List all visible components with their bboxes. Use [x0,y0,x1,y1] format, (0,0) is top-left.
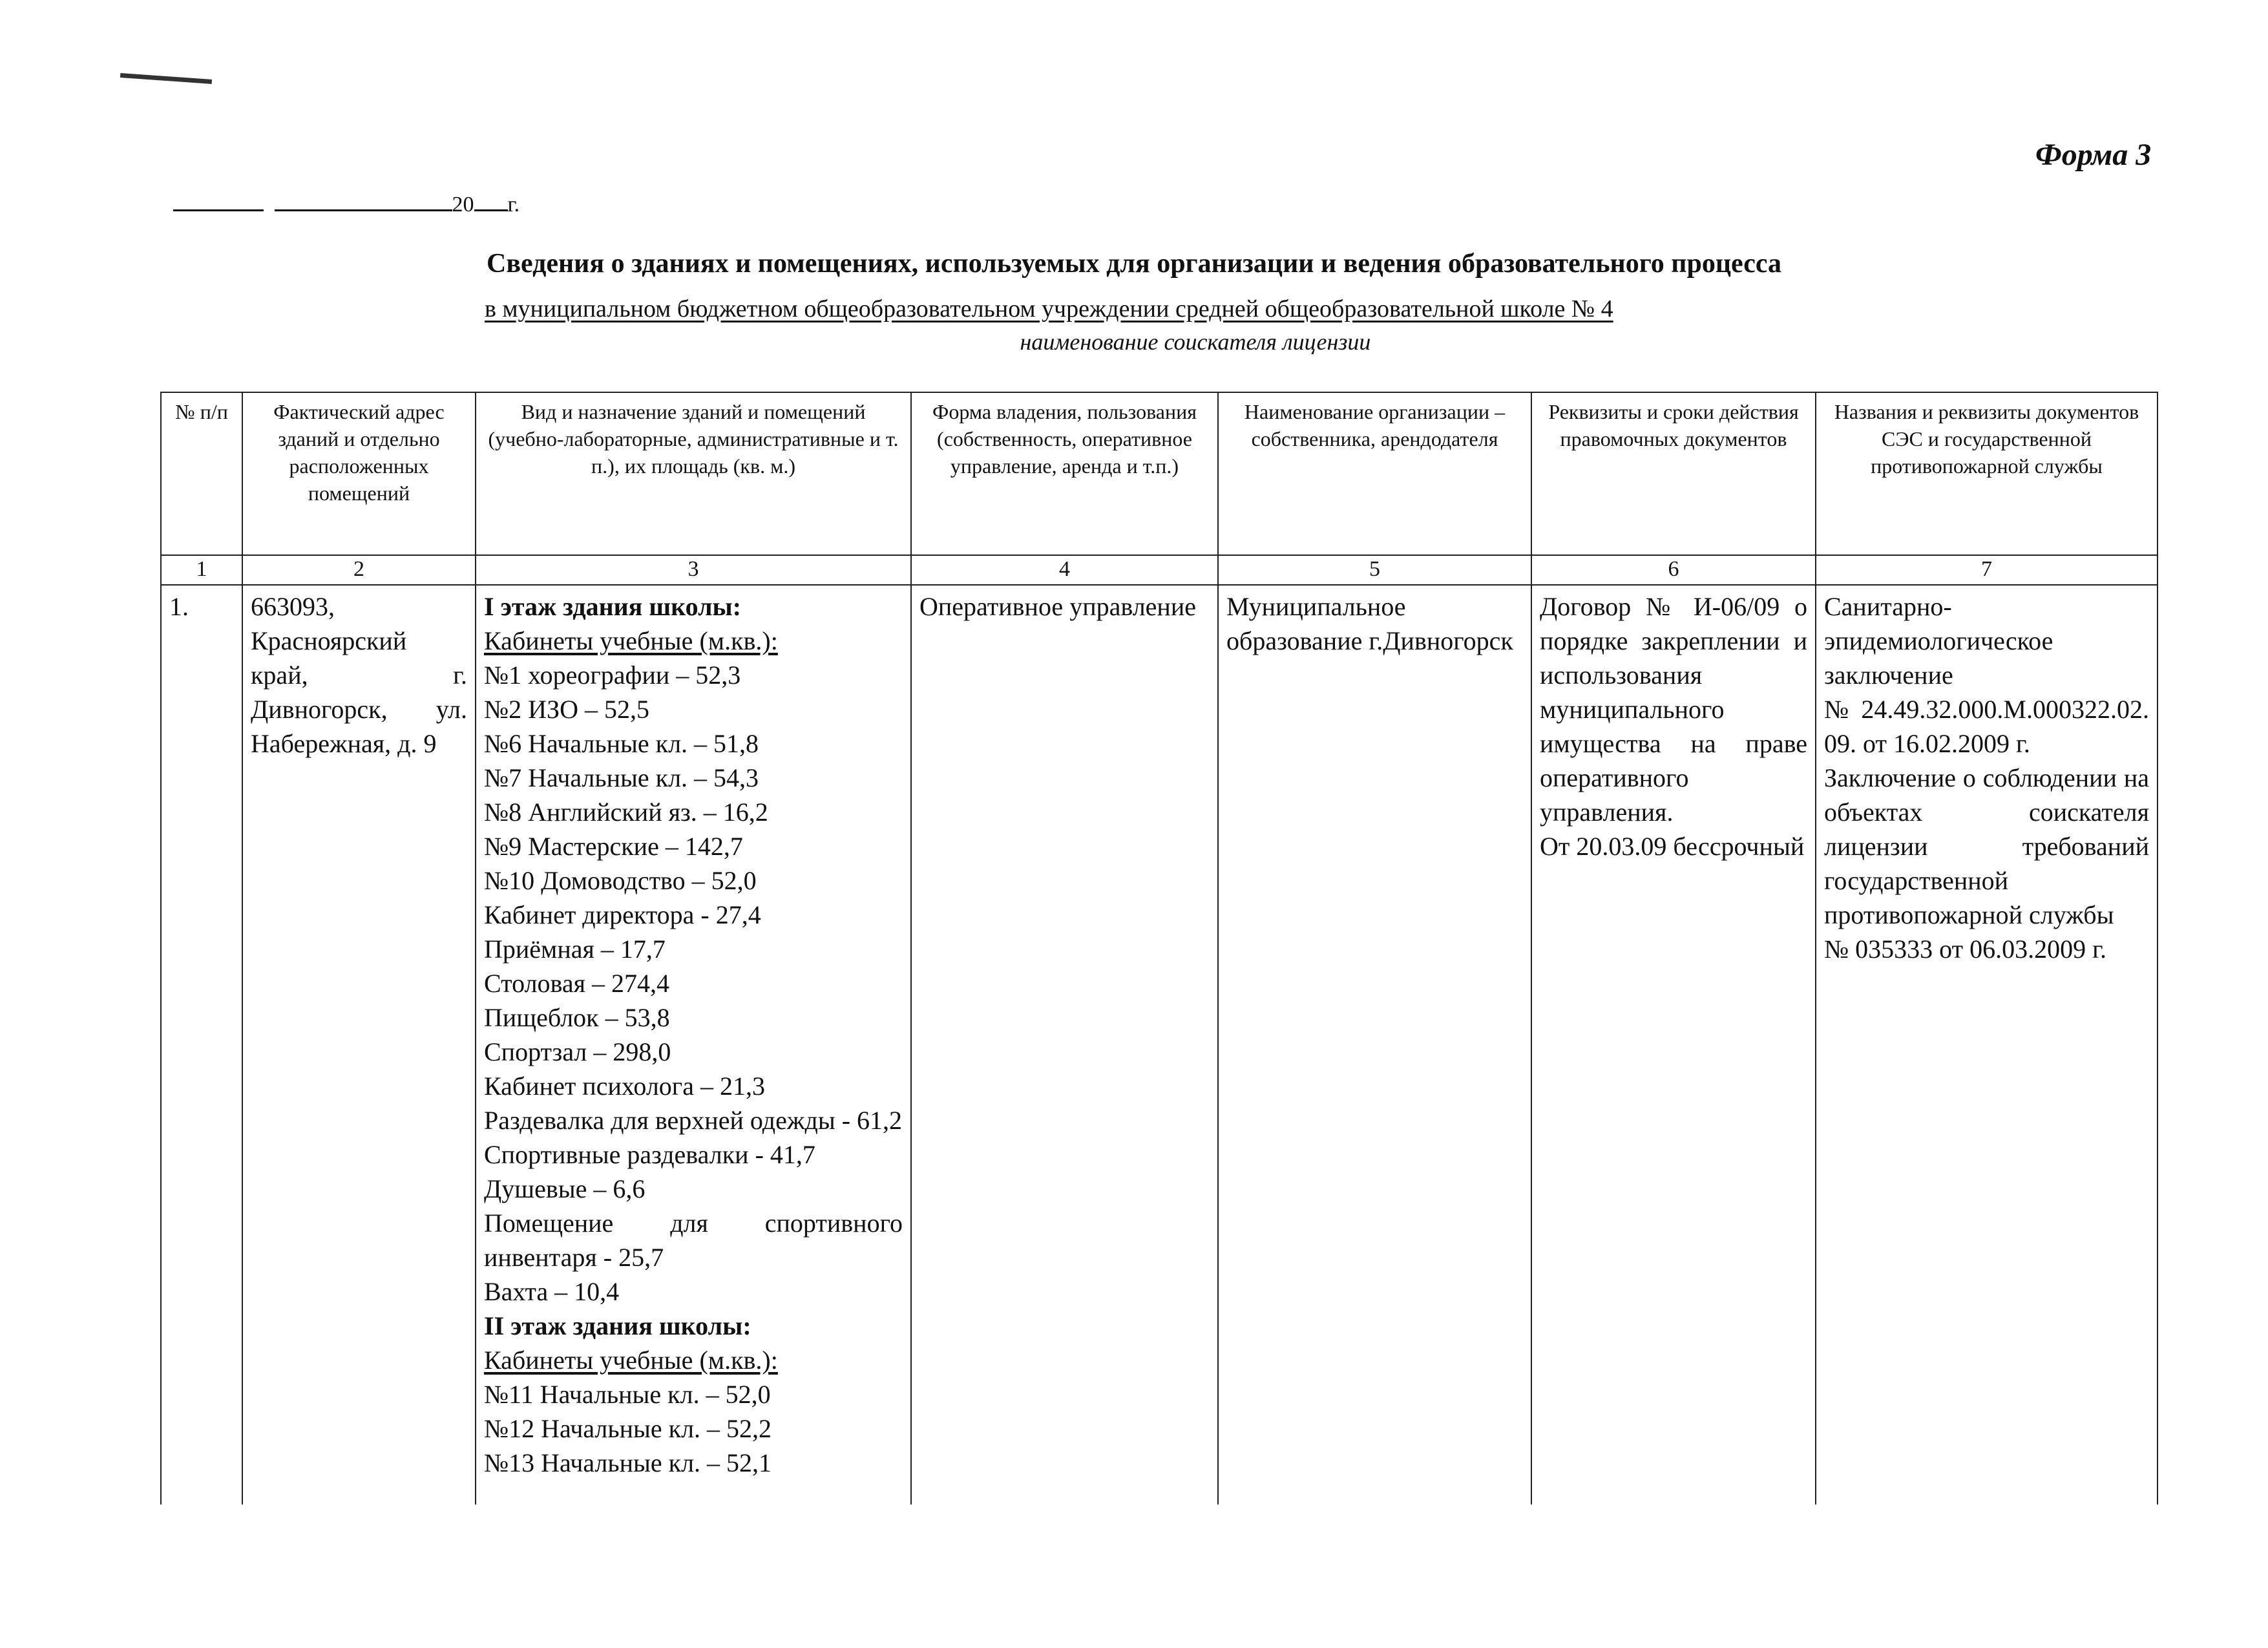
organization-caption: наименование соискателя лицензии [1020,329,1371,355]
premises-item: Душевые – 6,6 [484,1174,646,1203]
fire-conclusion-number: № 035333 от 06.03.2009 г. [1824,935,2107,964]
documents-date: От 20.03.09 бессрочный [1540,832,1805,861]
floor2-subtitle: Кабинеты учебные (м.кв.): [484,1346,778,1375]
header-cell: Фактический адрес зданий и отдельно расположенных помещений [242,392,476,555]
row-number: 1. [161,585,242,1505]
premises-item: №9 Мастерские – 142,7 [484,832,743,861]
premises-item: Вахта – 10,4 [484,1277,620,1306]
page-title: Сведения о зданиях и помещениях, используемых для организации и ведения образовательного процесса [486,249,1781,279]
form-label: Форма 3 [2035,138,2152,172]
column-number: 6 [1531,555,1816,585]
header-cell: Форма владения, пользования (собственность, оперативное управление, аренда и т.п.) [911,392,1218,555]
date-year-prefix: 20 [452,193,474,217]
premises-item: №12 Начальные кл. – 52,2 [484,1414,772,1443]
owner-cell: Муниципальное образование г.Дивногорск [1218,585,1531,1505]
header-row [161,392,2158,555]
table-row [161,585,2158,1505]
premises-item: Спортивные раздевалки - 41,7 [484,1140,815,1169]
premises-item: Помещение для спортивного инвентаря - 25,7 [484,1209,903,1272]
premises-item: №1 хореографии – 52,3 [484,660,741,690]
premises-item: Столовая – 274,4 [484,969,670,998]
floor1-title: I этаж здания школы: [484,592,742,621]
premises-item: №11 Начальные кл. – 52,0 [484,1380,771,1409]
column-number: 5 [1218,555,1531,585]
column-number: 4 [911,555,1218,585]
premises-cell [476,585,911,1505]
premises-item: Спортзал – 298,0 [484,1037,671,1066]
premises-item: №2 ИЗО – 52,5 [484,695,649,724]
header-cell: Вид и назначение зданий и помещений (учебно-лабораторные, административные и т. п.), их площадь (кв. м.) [476,392,911,555]
ses-conclusion-number: № 24.49.32.000.М.000322.02.09. от 16.02.2009 г. [1824,695,2149,758]
premises-item: Раздевалка для верхней одежды - 61,2 [484,1106,903,1135]
fire-conclusion-title: Заключение о соблюдении на объектах соискателя лицензии требований государственной противопожарной службы [1824,763,2149,929]
header-cell: Реквизиты и сроки действия правомочных документов [1531,392,1816,555]
buildings-table [160,392,2158,1505]
column-number: 2 [242,555,476,585]
floor1-subtitle: Кабинеты учебные (м.кв.): [484,626,778,655]
premises-item: Кабинет психолога – 21,3 [484,1072,765,1101]
date-suffix: г. [507,193,520,217]
pen-mark [120,73,212,84]
organization-name: в муниципальном бюджетном общеобразовательном учреждении средней общеобразовательной школе № 4 [485,295,1613,322]
premises-item: Пищеблок – 53,8 [484,1003,670,1032]
column-number: 3 [476,555,911,585]
ses-conclusion-title: Санитарно-эпидемиологическое заключение [1824,592,2053,690]
premises-item: №10 Домоводство – 52,0 [484,866,757,895]
date-day-blank [173,187,264,211]
date-month-blank [275,187,452,211]
documents-text: Договор № И-06/09 о порядке закреплении и использования муниципального имущества на праве оперативного управления. [1540,592,1807,827]
documents-cell [1531,585,1816,1505]
premises-item: Кабинет директора - 27,4 [484,900,761,929]
column-number: 7 [1816,555,2158,585]
address-cell: 663093, Красноярский край, г. Дивногорск, ул. Набережная, д. 9 [242,585,476,1505]
column-number: 1 [161,555,242,585]
header-cell: № п/п [161,392,242,555]
premises-item: №6 Начальные кл. – 51,8 [484,729,759,758]
date-line [173,187,520,217]
header-cell: Названия и реквизиты документов СЭС и государственной противопожарной службы [1816,392,2158,555]
ses-cell [1816,585,2158,1505]
premises-item: №8 Английский яз. – 16,2 [484,798,768,827]
header-cell: Наименование организации – собственника, арендодателя [1218,392,1531,555]
premises-item: №7 Начальные кл. – 54,3 [484,763,759,792]
column-number-row [161,555,2158,585]
premises-item: №13 Начальные кл. – 52,1 [484,1448,772,1477]
date-year-blank [474,187,508,211]
ownership-cell: Оперативное управление [911,585,1218,1505]
premises-item: Приёмная – 17,7 [484,935,666,964]
floor2-title: II этаж здания школы: [484,1311,751,1340]
